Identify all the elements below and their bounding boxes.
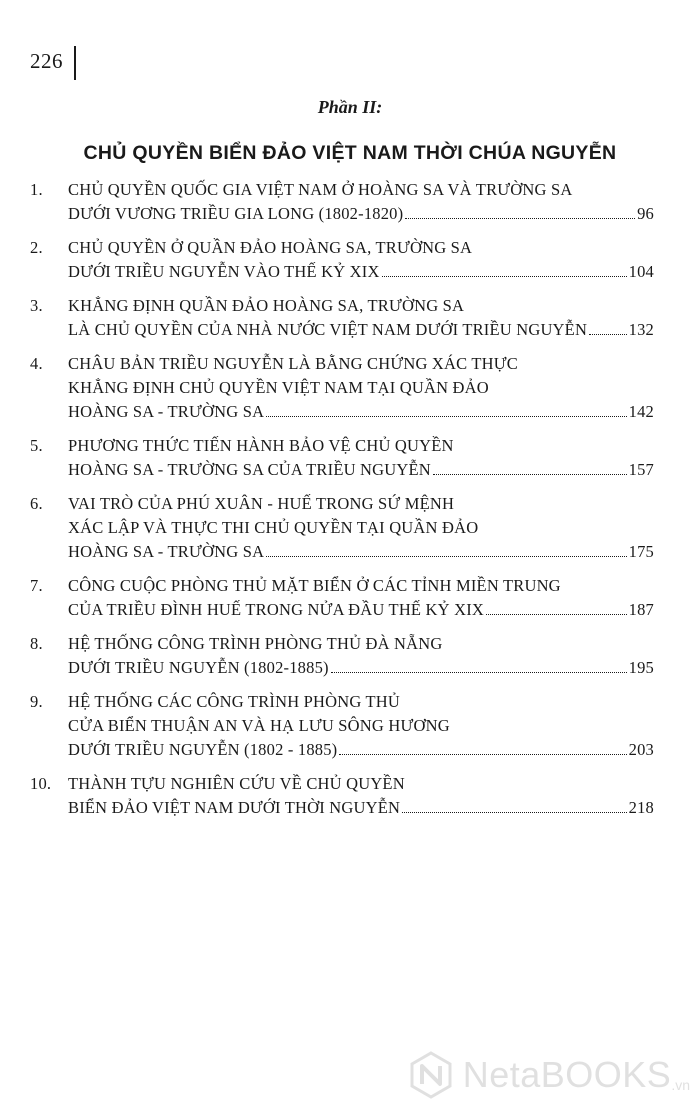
toc-page-number: 104 — [628, 262, 654, 281]
dot-leader — [486, 614, 627, 615]
toc-entry-body — [68, 178, 654, 226]
toc-entry — [30, 690, 654, 762]
toc-entry-title-line: DƯỚI TRIỀU NGUYỄN VÀO THẾ KỶ XIX — [68, 262, 380, 281]
toc-entry-number: 5. — [30, 436, 43, 455]
dot-leader — [331, 672, 627, 673]
toc-entry — [30, 772, 654, 820]
toc-entry-number: 7. — [30, 576, 43, 595]
toc-entry-title-line: HOÀNG SA - TRƯỜNG SA CỦA TRIỀU NGUYỄN — [68, 460, 431, 479]
toc-entry-body — [68, 492, 654, 564]
toc-entry-title-line: DƯỚI TRIỀU NGUYỄN (1802 - 1885) — [68, 740, 338, 759]
toc-entry-final-line — [68, 400, 654, 424]
toc-entry-title-line: DƯỚI VƯƠNG TRIỀU GIA LONG (1802-1820) — [68, 204, 404, 223]
toc-entry-title-line: HỆ THỐNG CÁC CÔNG TRÌNH PHÒNG THỦ — [68, 692, 401, 711]
toc-entry-title-line: CHỦ QUYỀN Ở QUẦN ĐẢO HOÀNG SA, TRƯỜNG SA — [68, 238, 473, 257]
toc-entry-body — [68, 294, 654, 342]
table-of-contents — [30, 178, 654, 830]
part-label: Phần II: — [317, 97, 383, 117]
toc-entry-title-line: DƯỚI TRIỀU NGUYỄN (1802-1885) — [68, 658, 329, 677]
toc-entry — [30, 294, 654, 342]
toc-page-number: 142 — [628, 402, 654, 421]
toc-entry-title-line: THÀNH TỰU NGHIÊN CỨU VỀ CHỦ QUYỀN — [68, 774, 405, 793]
toc-entry-number: 3. — [30, 296, 43, 315]
toc-entry-title-line: LÀ CHỦ QUYỀN CỦA NHÀ NƯỚC VIỆT NAM DƯỚI TRIỀU NGUYỄN — [68, 320, 588, 339]
toc-entry — [30, 492, 654, 564]
toc-entry-title-line: HOÀNG SA - TRƯỜNG SA — [68, 402, 265, 421]
toc-page-number: 96 — [637, 204, 654, 223]
toc-entry-title-line: VAI TRÒ CỦA PHÚ XUÂN - HUẾ TRONG SỨ MỆNH — [68, 494, 455, 513]
toc-entry-title-line: KHẲNG ĐỊNH QUẦN ĐẢO HOÀNG SA, TRƯỜNG SA — [68, 296, 465, 315]
toc-entry — [30, 632, 654, 680]
toc-entry-body — [68, 434, 654, 482]
toc-entry-number: 10. — [30, 774, 52, 793]
dot-leader — [402, 812, 626, 813]
dot-leader — [433, 474, 627, 475]
toc-entry-final-line — [68, 738, 654, 762]
toc-entry-title-line: CỦA TRIỀU ĐÌNH HUẾ TRONG NỬA ĐẦU THẾ KỶ XIX — [68, 600, 485, 619]
toc-entry-title-line: KHẲNG ĐỊNH CHỦ QUYỀN VIỆT NAM TẠI QUẦN ĐẢO — [68, 378, 489, 397]
toc-entry-final-line — [68, 318, 654, 342]
toc-entry — [30, 574, 654, 622]
toc-entry-final-line — [68, 598, 654, 622]
toc-page-number: 132 — [628, 320, 654, 339]
toc-entry-body — [68, 236, 654, 284]
toc-entry-final-line — [68, 202, 654, 226]
toc-entry-title-line: PHƯƠNG THỨC TIẾN HÀNH BẢO VỆ CHỦ QUYỀN — [68, 436, 454, 455]
toc-entry-title-line: CHỦ QUYỀN QUỐC GIA VIỆT NAM Ở HOÀNG SA VÀ TRƯỜNG SA — [68, 180, 573, 199]
watermark-brand: NetaBOOKS — [462, 1054, 672, 1095]
toc-entry-body — [68, 690, 654, 762]
toc-page-number: 175 — [628, 542, 654, 561]
toc-entry-title-line: HỆ THỐNG CÔNG TRÌNH PHÒNG THỦ ĐÀ NẴNG — [68, 634, 443, 653]
toc-page-number: 203 — [628, 740, 654, 759]
dot-leader — [266, 416, 626, 417]
toc-entry-number: 6. — [30, 494, 43, 513]
toc-page-number: 195 — [628, 658, 654, 677]
toc-entry-title-line: CỬA BIỂN THUẬN AN VÀ HẠ LƯU SÔNG HƯƠNG — [68, 716, 450, 735]
toc-entry-final-line — [68, 458, 654, 482]
toc-entry-title-line: HOÀNG SA - TRƯỜNG SA — [68, 542, 265, 561]
toc-entry — [30, 434, 654, 482]
page-number: 226 — [30, 48, 63, 73]
toc-entry-final-line — [68, 540, 654, 564]
toc-entry-final-line — [68, 656, 654, 680]
toc-entry-number: 2. — [30, 238, 43, 257]
toc-entry-number: 9. — [30, 692, 43, 711]
watermark — [407, 1051, 690, 1099]
toc-page-number: 218 — [628, 798, 654, 817]
section-title: CHỦ QUYỀN BIỂN ĐẢO VIỆT NAM THỜI CHÚA NGUYỄN — [83, 142, 617, 164]
toc-entry-number: 4. — [30, 354, 43, 373]
dot-leader — [405, 218, 635, 219]
dot-leader — [339, 754, 626, 755]
toc-entry-final-line — [68, 796, 654, 820]
toc-entry-body — [68, 574, 654, 622]
dot-leader — [589, 334, 627, 335]
toc-entry-title-line: CHÂU BẢN TRIỀU NGUYỄN LÀ BẰNG CHỨNG XÁC THỰC — [68, 354, 518, 373]
toc-entry-body — [68, 632, 654, 680]
neta-logo-icon — [407, 1051, 455, 1099]
dot-leader — [266, 556, 626, 557]
toc-entry — [30, 236, 654, 284]
page-header — [30, 42, 76, 80]
toc-page-number: 157 — [628, 460, 654, 479]
toc-entry-title-line: BIỂN ĐẢO VIỆT NAM DƯỚI THỜI NGUYỄN — [68, 798, 401, 817]
toc-page-number: 187 — [628, 600, 654, 619]
toc-entry-number: 8. — [30, 634, 43, 653]
toc-entry-body — [68, 772, 654, 820]
toc-entry-final-line — [68, 260, 654, 284]
dot-leader — [382, 276, 627, 277]
toc-entry-title-line: CÔNG CUỘC PHÒNG THỦ MẶT BIỂN Ở CÁC TỈNH MIỀN TRUNG — [68, 576, 561, 595]
toc-entry-body — [68, 352, 654, 424]
watermark-suffix: .vn — [671, 1077, 690, 1093]
header-divider — [74, 46, 76, 80]
toc-entry-number: 1. — [30, 180, 43, 199]
toc-entry — [30, 178, 654, 226]
toc-entry-title-line: XÁC LẬP VÀ THỰC THI CHỦ QUYỀN TẠI QUẦN ĐẢO — [68, 518, 479, 537]
toc-entry — [30, 352, 654, 424]
